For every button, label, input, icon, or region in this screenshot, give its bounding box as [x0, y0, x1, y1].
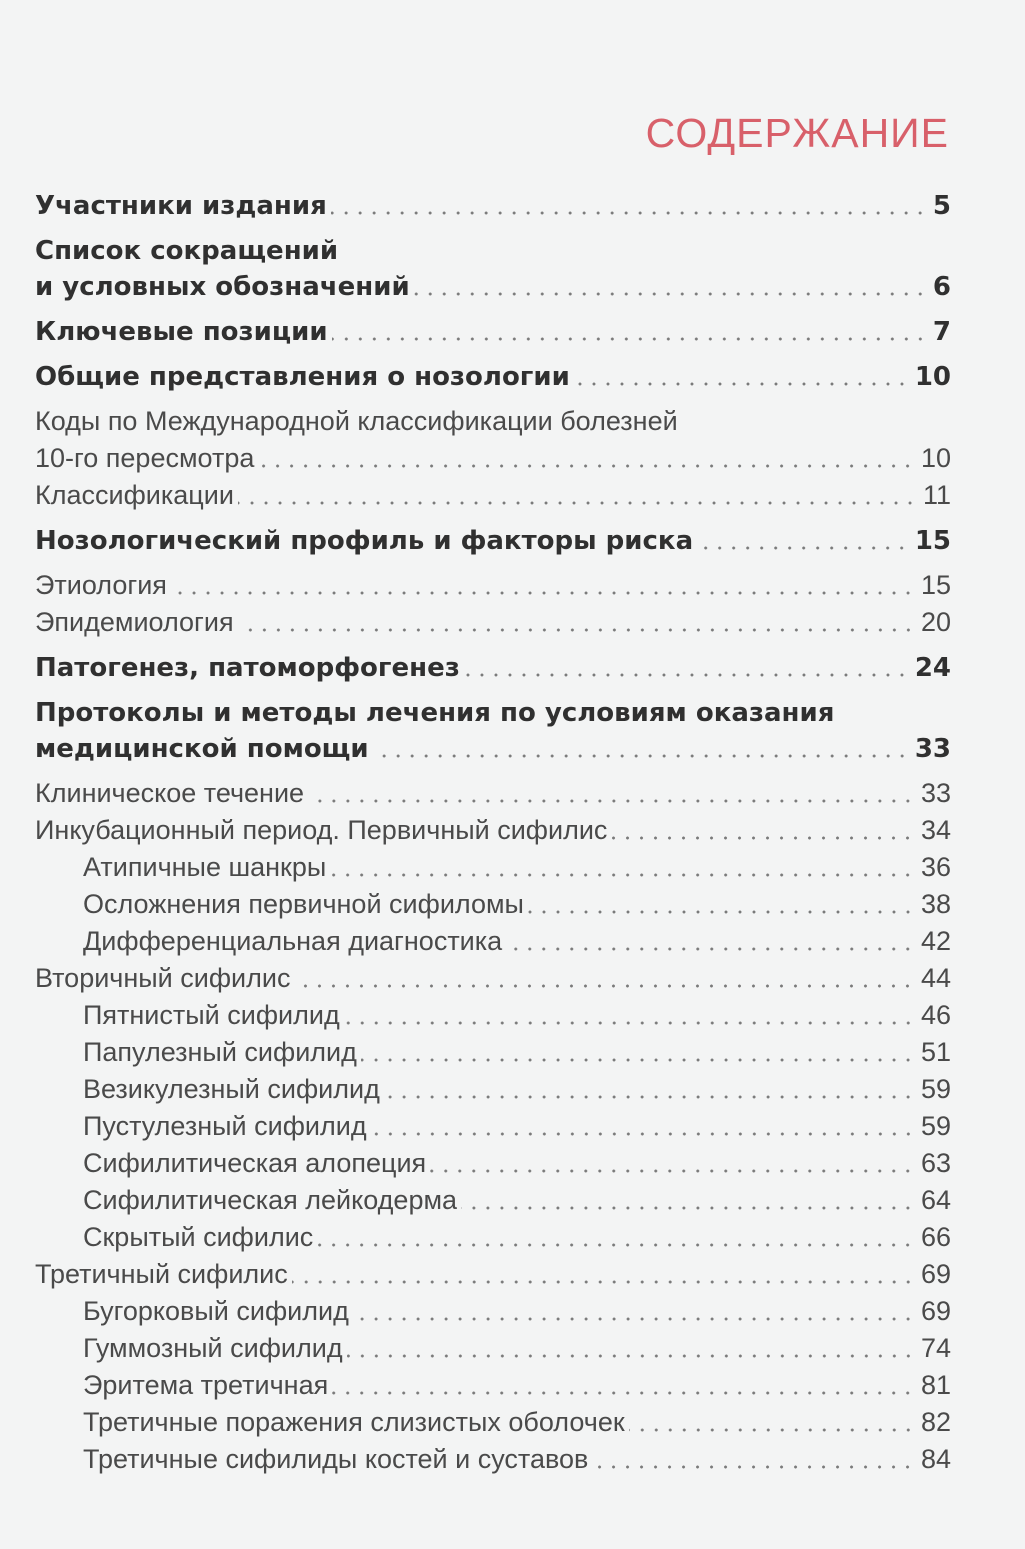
toc-entry-label: Третичные сифилиды костей и суставов	[83, 1444, 589, 1474]
dot-leader	[574, 381, 909, 387]
toc-entry[interactable]	[35, 812, 951, 849]
dot-leader	[506, 946, 915, 952]
dot-leader	[238, 500, 917, 506]
toc-entry[interactable]	[35, 1367, 951, 1404]
toc-entry[interactable]	[35, 1330, 951, 1367]
toc-entry-label: 10-го пересмотра	[35, 443, 255, 473]
toc-entry[interactable]	[35, 188, 951, 224]
toc-entry[interactable]	[35, 695, 951, 767]
dot-leader	[171, 590, 915, 596]
toc-entry[interactable]	[35, 923, 951, 960]
toc-entry[interactable]	[35, 604, 951, 641]
toc-entry[interactable]	[35, 1256, 951, 1293]
toc-entry-page-number: 34	[920, 815, 951, 845]
toc-entry[interactable]	[35, 650, 951, 686]
toc-entry-page-number: 15	[920, 570, 951, 600]
toc-entry[interactable]	[35, 567, 951, 604]
toc-entry-page-number: 24	[914, 653, 951, 683]
dot-leader	[332, 336, 927, 342]
toc-entry[interactable]	[35, 849, 951, 886]
toc-entry-page-number: 10	[914, 362, 951, 392]
dot-leader	[371, 1131, 915, 1137]
dot-leader	[294, 983, 914, 989]
toc-entry-page-number: 15	[914, 526, 951, 556]
toc-entry[interactable]	[35, 1404, 951, 1441]
toc-entry[interactable]	[35, 997, 951, 1034]
toc-entry-label: и условных обозначений	[35, 272, 410, 302]
toc-entry-page-number: 82	[920, 1407, 951, 1437]
toc-entry[interactable]	[35, 359, 951, 395]
dot-leader	[330, 872, 915, 878]
toc-entry[interactable]	[35, 960, 951, 997]
toc-entry[interactable]	[35, 1182, 951, 1219]
toc-entry[interactable]	[35, 1071, 951, 1108]
dot-leader	[611, 835, 915, 841]
toc-entry-page-number: 74	[920, 1333, 951, 1363]
toc-entry-label: Гуммозный сифилид	[83, 1333, 343, 1363]
table-of-contents	[35, 188, 951, 1478]
toc-entry-label: Папулезный сифилид	[83, 1037, 357, 1067]
dot-leader	[332, 1390, 915, 1396]
toc-entry-label: Классификации	[35, 480, 234, 510]
toc-entry[interactable]	[35, 775, 951, 812]
toc-entry-page-number: 69	[920, 1259, 951, 1289]
toc-entry-label: Эритема третичная	[83, 1370, 329, 1400]
toc-entry[interactable]	[35, 1108, 951, 1145]
toc-entry[interactable]	[35, 403, 951, 477]
toc-entry[interactable]	[35, 1219, 951, 1256]
page-title: СОДЕРЖАНИЕ	[645, 110, 949, 156]
dot-leader	[361, 1057, 915, 1063]
toc-entry-label: Атипичные шанкры	[83, 852, 327, 882]
toc-entry-page-number: 66	[920, 1222, 951, 1252]
toc-entry[interactable]	[35, 1441, 951, 1478]
toc-entry-page-number: 59	[920, 1111, 951, 1141]
toc-entry-page-number: 36	[920, 852, 951, 882]
toc-entry-label: Клиническое течение	[35, 778, 305, 808]
toc-entry-label: медицинской помощи	[35, 734, 369, 764]
toc-entry-label-line: Протоколы и методы лечения по условиям оказания	[35, 698, 835, 728]
toc-entry-label: Третичный сифилис	[35, 1259, 288, 1289]
toc-entry-page-number: 44	[920, 963, 951, 993]
toc-entry-page-number: 63	[920, 1148, 951, 1178]
dot-leader	[528, 909, 915, 915]
toc-entry-page-number: 20	[920, 607, 951, 637]
dot-leader	[464, 672, 909, 678]
dot-leader	[344, 1020, 915, 1026]
toc-entry-label: Бугорковый сифилид	[83, 1296, 349, 1326]
toc-entry-label-line: Коды по Международной классификации болезней	[35, 406, 678, 436]
toc-entry-page-number: 59	[920, 1074, 951, 1104]
toc-entry-page-number: 5	[932, 191, 951, 221]
toc-entry-label: Дифференциальная диагностика	[83, 926, 503, 956]
toc-entry[interactable]	[35, 1145, 951, 1182]
toc-entry-page-number: 42	[920, 926, 951, 956]
toc-entry-page-number: 69	[920, 1296, 951, 1326]
toc-entry-label: Скрытый сифилис	[83, 1222, 314, 1252]
toc-entry-label: Вторичный сифилис	[35, 963, 291, 993]
toc-entry-label: Пустулезный сифилид	[83, 1111, 367, 1141]
dot-leader	[430, 1168, 915, 1174]
toc-entry-page-number: 51	[920, 1037, 951, 1067]
toc-entry-page-number: 6	[932, 272, 951, 302]
toc-entry-page-number: 46	[920, 1000, 951, 1030]
toc-entry-label: Осложнения первичной сифиломы	[83, 889, 524, 919]
dot-leader	[697, 545, 909, 551]
toc-entry-page-number: 84	[920, 1444, 951, 1474]
toc-entry-label: Патогенез, патоморфогенез	[35, 653, 460, 683]
toc-entry-label: Эпидемиология	[35, 607, 234, 637]
toc-entry-label: Общие представления о нозологии	[35, 362, 570, 392]
dot-leader	[317, 1242, 915, 1248]
toc-entry-label: Везикулезный сифилид	[83, 1074, 380, 1104]
dot-leader	[347, 1353, 915, 1359]
dot-leader	[353, 1316, 915, 1322]
toc-entry[interactable]	[35, 523, 951, 559]
toc-entry-label: Участники издания	[35, 191, 327, 221]
dot-leader	[629, 1427, 915, 1433]
dot-leader	[331, 210, 927, 216]
toc-entry-label: Инкубационный период. Первичный сифилис	[35, 815, 608, 845]
toc-entry[interactable]	[35, 1034, 951, 1071]
toc-entry-label-line: Список сокращений	[35, 236, 339, 266]
toc-entry[interactable]	[35, 1293, 951, 1330]
dot-leader	[292, 1279, 915, 1285]
toc-entry[interactable]	[35, 477, 951, 514]
toc-entry-page-number: 33	[914, 734, 951, 764]
toc-entry-label: Нозологический профиль и факторы риска	[35, 526, 694, 556]
toc-entry-page-number: 33	[920, 778, 951, 808]
dot-leader	[238, 627, 915, 633]
toc-entry[interactable]	[35, 233, 951, 305]
toc-entry-label: Третичные поражения слизистых оболочек	[83, 1407, 625, 1437]
dot-leader	[461, 1205, 915, 1211]
dot-leader	[258, 463, 915, 469]
toc-entry[interactable]	[35, 886, 951, 923]
dot-leader	[414, 291, 927, 297]
dot-leader	[592, 1464, 915, 1470]
toc-entry-page-number: 7	[932, 317, 951, 347]
toc-entry[interactable]	[35, 314, 951, 350]
toc-entry-label: Этиология	[35, 570, 167, 600]
toc-entry-label: Сифилитическая алопеция	[83, 1148, 427, 1178]
toc-entry-label: Ключевые позиции	[35, 317, 328, 347]
dot-leader	[384, 1094, 915, 1100]
toc-entry-page-number: 11	[922, 480, 951, 510]
dot-leader	[308, 798, 915, 804]
toc-entry-label: Сифилитическая лейкодерма	[83, 1185, 458, 1215]
toc-entry-label: Пятнистый сифилид	[83, 1000, 340, 1030]
toc-entry-page-number: 64	[920, 1185, 951, 1215]
dot-leader	[373, 753, 909, 759]
toc-entry-page-number: 81	[920, 1370, 951, 1400]
toc-entry-page-number: 10	[920, 443, 951, 473]
toc-entry-page-number: 38	[920, 889, 951, 919]
